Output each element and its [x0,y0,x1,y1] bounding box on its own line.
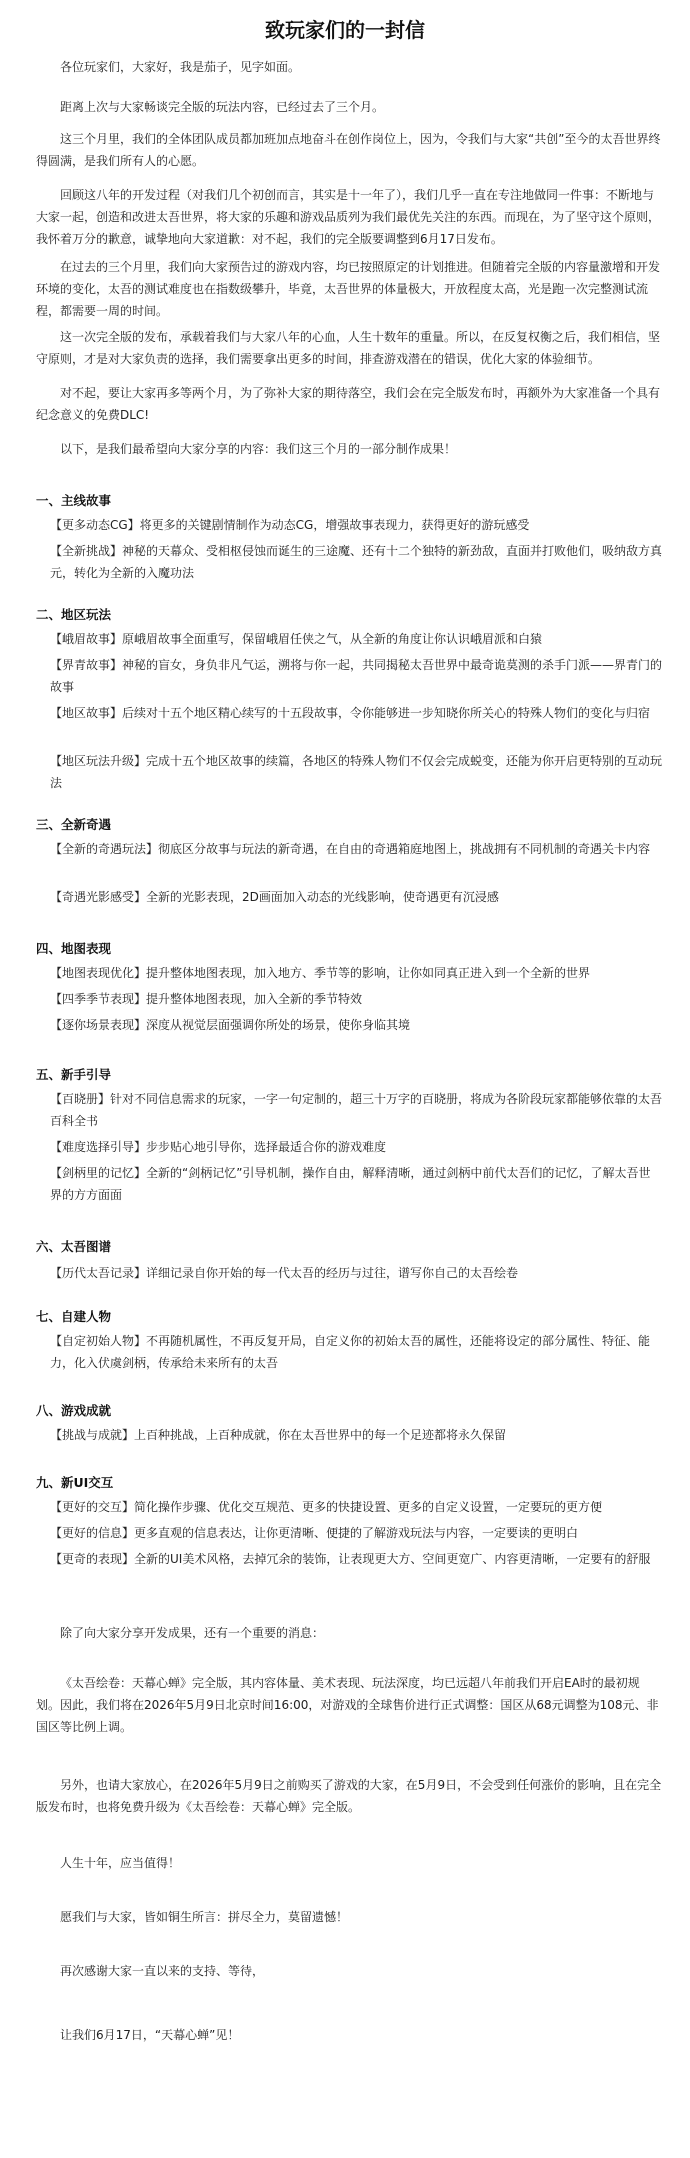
reason-paragraph: 在过去的三个月里，我们向大家预告过的游戏内容，均已按照原定的计划推进。但随着完全版的内容量激增和开发环境的变化，太吾的测试难度也在指数级攀升，毕竟，太吾世界的体量极大，开放程度太高，光是跑一次完整测试流程，都需要一周的时间。 [36,260,661,318]
feature-item: 【剑柄里的记忆】全新的“剑柄记忆”引导机制，操作自由，解释清晰，通过剑柄中前代太吾们的记忆，了解太吾世界的方方面面 [50,1166,651,1202]
feature-item: 【自定初始人物】不再随机属性，不再反复开局，自定义你的初始太吾的属性，还能将设定的部分属性、特征、能力，化入伏虞剑柄，传承给未来所有的太吾 [50,1334,651,1370]
section-heading: 一、主线故事 [36,493,112,508]
feature-item: 【逐你场景表现】深度从视觉层面强调你所处的场景，使你身临其境 [50,1018,411,1032]
feature-item: 【界青故事】神秘的盲女，身负非凡气运，溯将与你一起，共同揭秘太吾世界中最奇诡莫测的杀手门派——界青门的故事 [50,658,663,694]
intro-paragraph: 这三个月里，我们的全体团队成员都加班加点地奋斗在创作岗位上，因为，令我们与大家“共创”至今的太吾世界终得圆满，是我们所有人的心愿。 [36,132,661,168]
reason-paragraph: 这一次完全版的发布，承载着我们与大家八年的心血，人生十数年的重量。所以，在反复权衡之后，我们相信，坚守原则，才是对大家负责的选择，我们需要拿出更多的时间，排查游戏潜在的错误，优化大家的体验细节。 [36,330,661,366]
closing-paragraph: 人生十年，应当值得！ [60,1856,181,1870]
intro-paragraph: 距离上次与大家畅谈完全版的玩法内容，已经过去了三个月。 [60,100,385,114]
dlc-paragraph: 对不起，要让大家再多等两个月，为了弥补大家的期待落空，我们会在完全版发布时，再额外为大家准备一个具有纪念意义的免费DLC! [36,386,661,422]
feature-item: 【四季季节表现】提升整体地图表现，加入全新的季节特效 [50,992,363,1006]
greeting-paragraph: 各位玩家们，大家好，我是茄子，见字如面。 [60,60,301,74]
share-intro-paragraph: 以下，是我们最希望向大家分享的内容：我们这三个月的一部分制作成果！ [60,442,457,456]
closing-paragraph: 再次感谢大家一直以来的支持、等待， [60,1964,265,1978]
feature-item: 【难度选择引导】步步贴心地引导你，选择最适合你的游戏难度 [50,1140,387,1154]
feature-item: 【更好的交互】简化操作步骤、优化交互规范、更多的快捷设置、更多的自定义设置，一定要玩的更方便 [50,1500,603,1514]
feature-item: 【地区故事】后续对十五个地区精心续写的十五段故事，令你能够进一步知晓你所关心的特殊人物们的变化与归宿 [50,706,651,720]
feature-item: 【峨眉故事】原峨眉故事全面重写，保留峨眉任侠之气，从全新的角度让你认识峨眉派和白猿 [50,632,543,646]
feature-item: 【挑战与成就】上百种挑战，上百种成就，你在太吾世界中的每一个足迹都将永久保留 [50,1428,507,1442]
section-heading: 五、新手引导 [36,1067,112,1082]
feature-item: 【地区玩法升级】完成十五个地区故事的续篇，各地区的特殊人物们不仅会完成蜕变，还能为你开启更特别的互动玩法 [50,754,663,790]
price-paragraph: 《太吾绘卷：天幕心蝉》完全版，其内容体量、美术表现、玩法深度，均已远超八年前我们开启EA时的最初规划。因此，我们将在2026年5月9日北京时间16:00，对游戏的全球售价进行正式调整：国区从68元调整为108元、非国区等比例上调。 [36,1676,659,1734]
section-heading: 七、自建人物 [36,1309,112,1324]
section-heading: 三、全新奇遇 [36,817,112,832]
apology-paragraph: 回顾这八年的开发过程（对我们几个初创而言，其实是十一年了），我们几乎一直在专注地做同一件事：不断地与大家一起，创造和改进太吾世界，将大家的乐趣和游戏品质列为我们最优先关注的东西。而现在，为了坚守这个原则，我怀着万分的歉意，诚挚地向大家道歉：对不起，我们的完全版要调整到6月17日发布。 [36,188,661,246]
feature-item: 【百晓册】针对不同信息需求的玩家，一字一句定制的，超三十万字的百晓册，将成为各阶段玩家都能够依靠的太吾百科全书 [50,1092,663,1128]
feature-item: 【历代太吾记录】详细记录自你开始的每一代太吾的经历与过往，谱写你自己的太吾绘卷 [50,1266,519,1280]
feature-item: 【更好的信息】更多直观的信息表达，让你更清晰、便捷的了解游戏玩法与内容，一定要读的更明白 [50,1526,579,1540]
section-heading: 四、地图表现 [36,941,112,956]
feature-item: 【全新挑战】神秘的天幕众、受相枢侵蚀而诞生的三途魔、还有十二个独特的新劲敌，直面并打败他们，吸纳敌方真元，转化为全新的入魔功法 [50,544,663,580]
section-heading: 八、游戏成就 [36,1403,112,1418]
price-assurance-paragraph: 另外，也请大家放心，在2026年5月9日之前购买了游戏的大家，在5月9日，不会受到任何涨价的影响，且在完全版发布时，也将免费升级为《太吾绘卷：天幕心蝉》完全版。 [36,1778,662,1814]
letter-title: 致玩家们的一封信 [265,18,425,42]
feature-item: 【地图表现优化】提升整体地图表现，加入地方、季节等的影响，让你如同真正进入到一个全新的世界 [50,966,591,980]
feature-item: 【更奇的表现】全新的UI美术风格，去掉冗余的装饰，让表现更大方、空间更宽广、内容更清晰，一定要有的舒服 [50,1552,651,1566]
feature-item: 【更多动态CG】将更多的关键剧情制作为动态CG，增强故事表现力，获得更好的游玩感受 [50,518,530,532]
feature-item: 【奇遇光影感受】全新的光影表现，2D画面加入动态的光线影响，使奇遇更有沉浸感 [50,890,499,904]
section-heading: 二、地区玩法 [36,607,112,622]
section-heading: 六、太吾图谱 [36,1239,112,1254]
signoff-paragraph: 让我们6月17日，“天幕心蝉”见！ [60,2028,240,2042]
section-heading: 九、新UI交互 [36,1475,114,1490]
closing-paragraph: 愿我们与大家，皆如铜生所言：拼尽全力，莫留遗憾！ [60,1910,349,1924]
feature-item: 【全新的奇遇玩法】彻底区分故事与玩法的新奇遇，在自由的奇遇箱庭地图上，挑战拥有不同机制的奇遇关卡内容 [50,842,651,856]
closing-paragraph: 除了向大家分享开发成果，还有一个重要的消息： [60,1626,325,1640]
